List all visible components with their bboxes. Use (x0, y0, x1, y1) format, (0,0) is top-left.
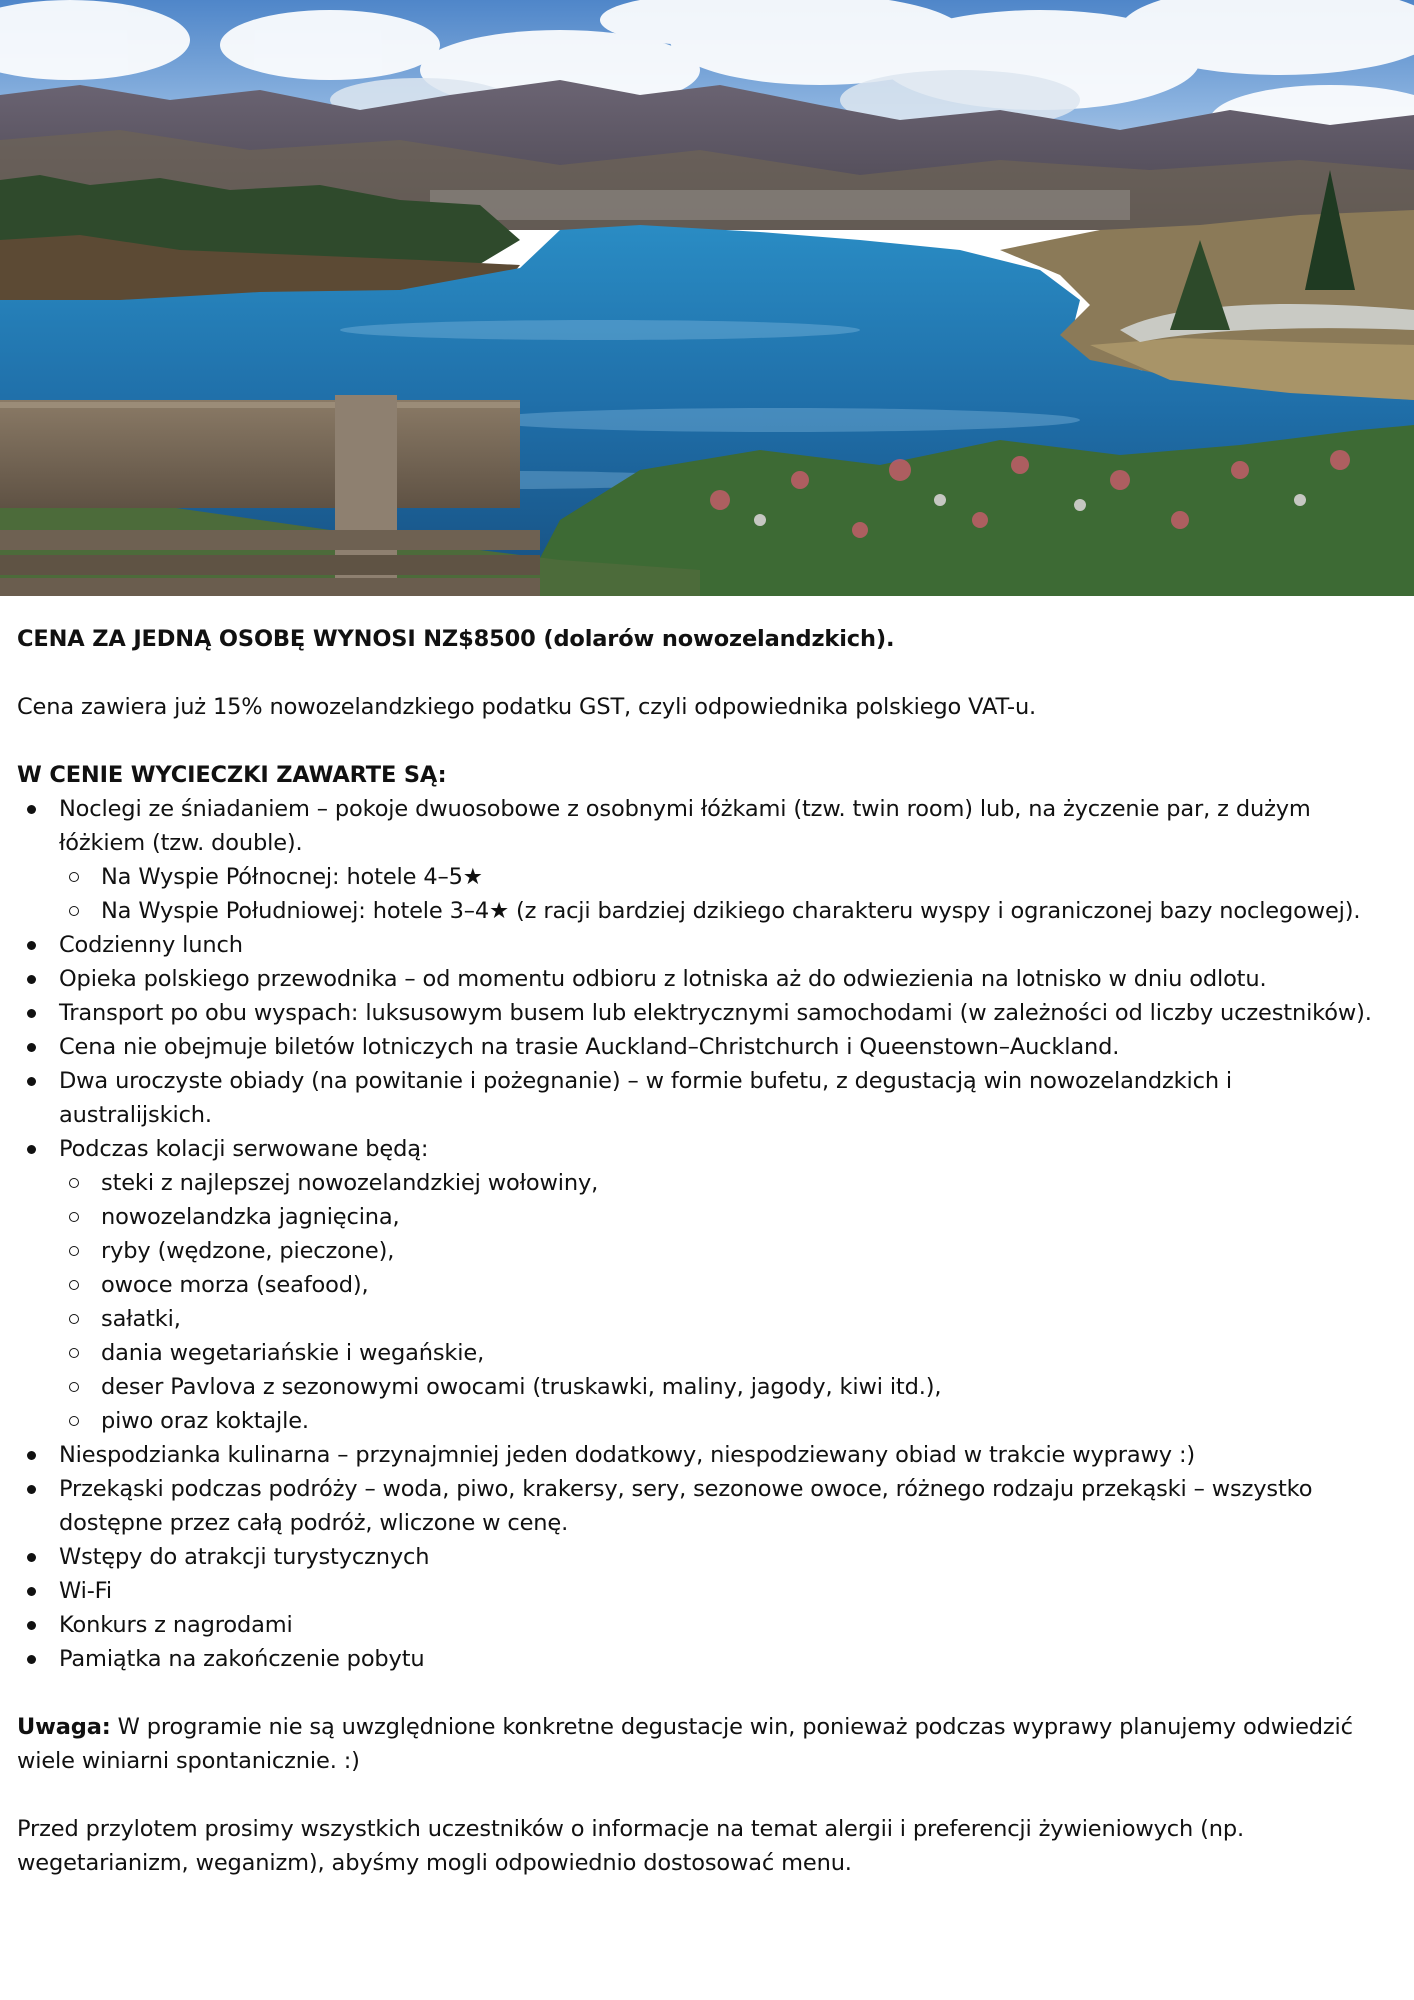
sub-list (59, 1166, 1387, 1438)
list-item: Pamiątka na zakończenie pobytu (17, 1642, 1387, 1676)
lake-landscape-photo (0, 0, 1414, 596)
list-item: Dwa uroczyste obiady (na powitanie i pożegnanie) – w formie bufetu, z degustacją win nowozelandzkich i australijskich. (17, 1064, 1387, 1132)
sub-list-item: Na Wyspie Południowej: hotele 3–4★ (z racji bardziej dzikiego charakteru wyspy i ograniczonej bazy noclegowej). (59, 894, 1387, 928)
sub-list-item: dania wegetariańskie i wegańskie, (59, 1336, 1387, 1370)
list-item: Cena nie obejmuje biletów lotniczych na trasie Auckland–Christchurch i Queenstown–Auckland. (17, 1030, 1387, 1064)
bench (0, 395, 540, 596)
price-heading: CENA ZA JEDNĄ OSOBĘ WYNOSI NZ$8500 (dolarów nowozelandzkich). (17, 626, 895, 652)
tax-note: Cena zawiera już 15% nowozelandzkiego podatku GST, czyli odpowiednika polskiego VAT-u. (17, 694, 1037, 720)
sub-list-item: Na Wyspie Północnej: hotele 4–5★ (59, 860, 1387, 894)
sub-list-item: sałatki, (59, 1302, 1387, 1336)
included-list (17, 792, 1387, 1676)
list-item: Codzienny lunch (17, 928, 1387, 962)
list-item: Konkurs z nagrodami (17, 1608, 1387, 1642)
sub-list-item: steki z najlepszej nowozelandzkiej wołowiny, (59, 1166, 1387, 1200)
list-item: Przekąski podczas podróży – woda, piwo, krakersy, sery, sezonowe owoce, różnego rodzaju przekąski – wszystko dostępne przez całą podróż, wliczone w cenę. (17, 1472, 1387, 1540)
hero-photo (0, 0, 1414, 596)
note-paragraph (17, 1710, 1387, 1778)
list-item: Niespodzianka kulinarna – przynajmniej jeden dodatkowy, niespodziewany obiad w trakcie wyprawy :) (17, 1438, 1387, 1472)
list-item: Podczas kolacji serwowane będą: steki z najlepszej nowozelandzkiej wołowiny, nowozelandzka jagnięcina, ryby (wędzone, pieczone), owoce morza (seafood), sałatki, dania wegetariańskie i wegańskie, deser Pavlova z sezonowymi owocami (truskawki, maliny, jagody, kiwi itd.), piwo oraz koktajle. (17, 1132, 1387, 1438)
sub-list-item: owoce morza (seafood), (59, 1268, 1387, 1302)
list-item: Opieka polskiego przewodnika – od momentu odbioru z lotniska aż do odwiezienia na lotnisko w dniu odlotu. (17, 962, 1387, 996)
sub-list (59, 860, 1387, 928)
offer-document (17, 622, 1387, 1880)
note-label: Uwaga: (17, 1714, 111, 1740)
sub-list-item: ryby (wędzone, pieczone), (59, 1234, 1387, 1268)
sub-list-item: nowozelandzka jagnięcina, (59, 1200, 1387, 1234)
list-item: Wstępy do atrakcji turystycznych (17, 1540, 1387, 1574)
included-heading: W CENIE WYCIECZKI ZAWARTE SĄ: (17, 762, 447, 788)
list-item: Wi-Fi (17, 1574, 1387, 1608)
sub-list-item: piwo oraz koktajle. (59, 1404, 1387, 1438)
note-text: W programie nie są uwzględnione konkretne degustacje win, ponieważ podczas wyprawy planujemy odwiedzić wiele winiarni spontanicznie. :) (17, 1714, 1353, 1774)
sub-list-item: deser Pavlova z sezonowymi owocami (truskawki, maliny, jagody, kiwi itd.), (59, 1370, 1387, 1404)
list-item: Noclegi ze śniadaniem – pokoje dwuosobowe z osobnymi łóżkami (tzw. twin room) lub, na życzenie par, z dużym łóżkiem (tzw. double). Na Wyspie Północnej: hotele 4–5★ Na Wyspie Południowej: hotele 3–4★ (z racji bardziej dzikiego charakteru wyspy i ograniczonej bazy noclegowej). (17, 792, 1387, 928)
list-item: Transport po obu wyspach: luksusowym busem lub elektrycznymi samochodami (w zależności od liczby uczestników). (17, 996, 1387, 1030)
closing-paragraph: Przed przylotem prosimy wszystkich uczestników o informacje na temat alergii i preferencji żywieniowych (np. wegetarianizm, weganizm), abyśmy mogli odpowiednio dostosować menu. (17, 1816, 1244, 1876)
